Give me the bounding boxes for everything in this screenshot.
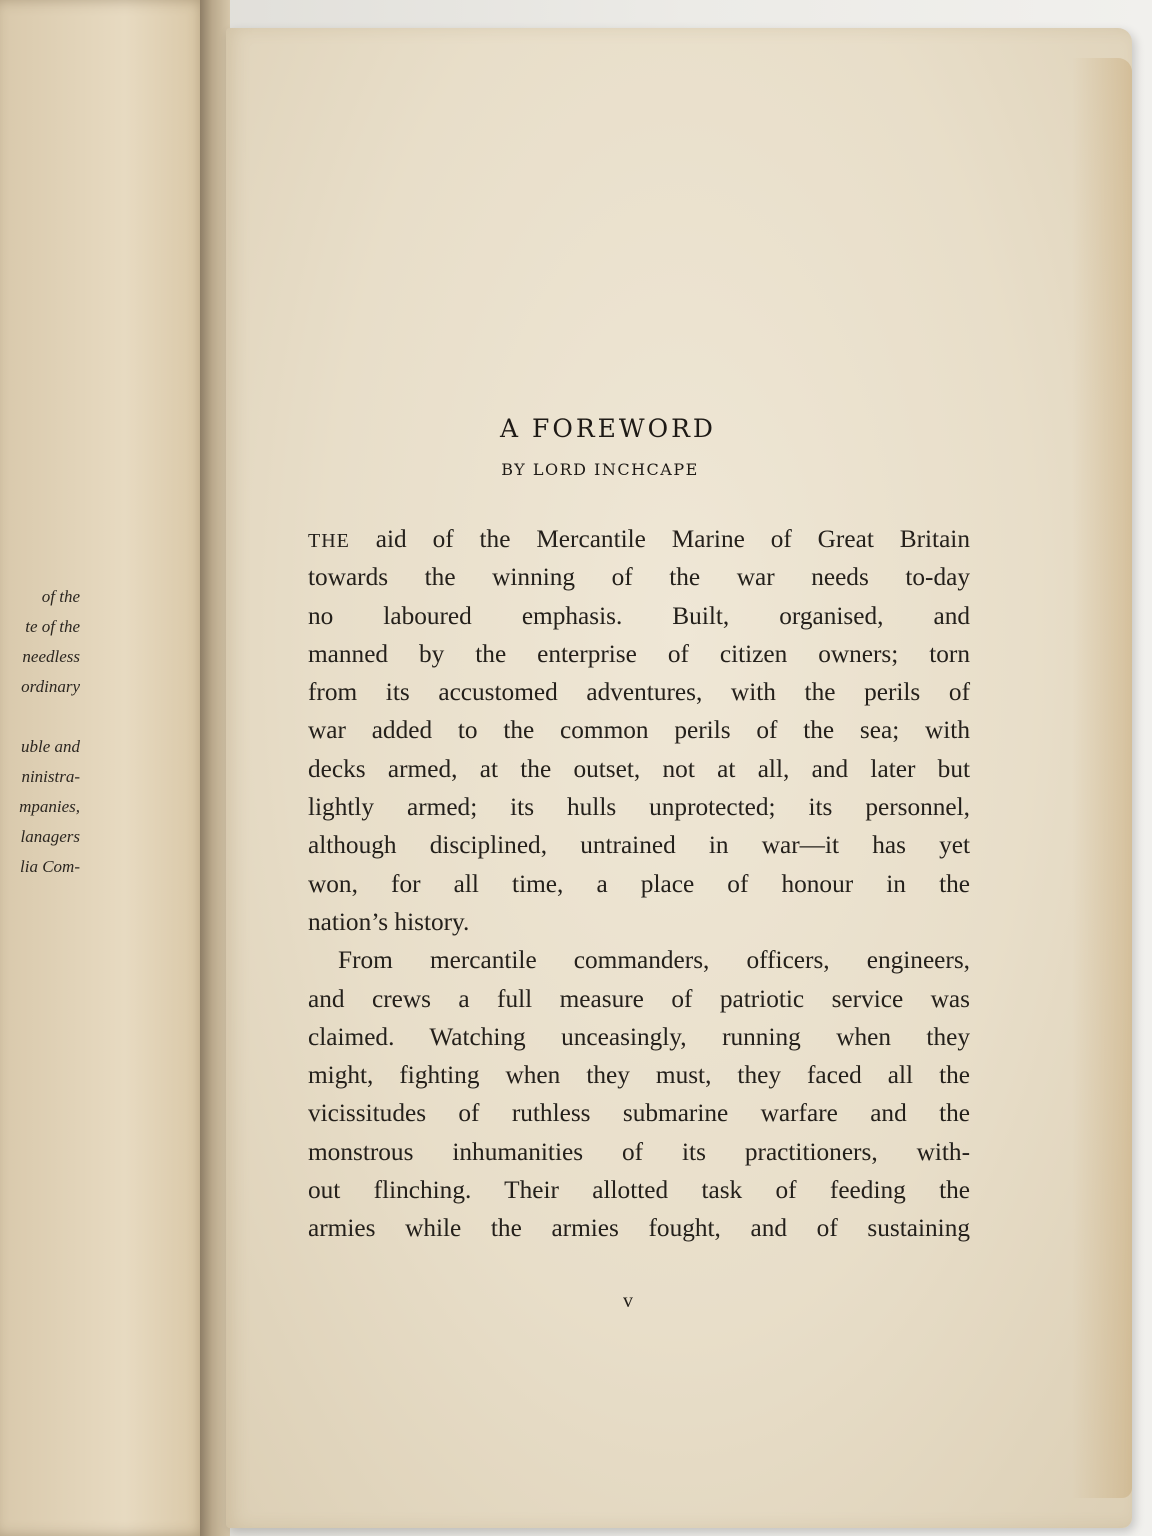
left-line: lanagers — [20, 827, 80, 846]
left-gap — [0, 702, 80, 732]
text-line: from its accustomed adventures, with the perils of — [308, 678, 970, 707]
text-line: might, fighting when they must, they faced all the — [308, 1061, 970, 1090]
text-line: nation’s history. — [308, 907, 470, 936]
text-line: won, for all time, a place of honour in the — [308, 869, 970, 898]
left-page-text — [0, 582, 80, 882]
text-line — [308, 520, 970, 558]
text-line: claimed. Watching unceasingly, running when they — [308, 1022, 970, 1051]
left-line: mpanies, — [19, 797, 80, 816]
text-line-rest: aid of the Mercantile Marine of Great Britain — [349, 525, 970, 553]
right-page — [226, 28, 1132, 1528]
text-line: towards the winning of the war needs to-day — [308, 563, 970, 592]
text-line: vicissitudes of ruthless submarine warfare and the — [308, 1099, 970, 1128]
left-line: lia Com- — [20, 857, 80, 876]
page-edge-stain — [1072, 58, 1132, 1498]
left-page — [0, 0, 208, 1536]
page-number: v — [623, 1290, 633, 1312]
text-line: armies while the armies fought, and of sustaining — [308, 1214, 970, 1243]
byline: BY LORD INCHCAPE — [501, 460, 699, 479]
text-line: decks armed, at the outset, not at all, and later but — [308, 754, 970, 783]
body-text — [308, 520, 970, 1248]
left-line: ninistra- — [21, 767, 80, 786]
text-line: no laboured emphasis. Built, organised, and — [308, 601, 970, 630]
left-line: ordinary — [21, 677, 80, 696]
text-line: monstrous inhumanities of its practitioners, with- — [308, 1137, 970, 1166]
drop-word: THE — [308, 530, 350, 552]
left-line: uble and — [20, 737, 80, 756]
text-line: manned by the enterprise of citizen owners; torn — [308, 639, 970, 668]
text-line: war added to the common perils of the sea; with — [308, 716, 970, 745]
left-line: of the — [41, 587, 80, 606]
left-line: needless — [22, 647, 80, 666]
text-line: and crews a full measure of patriotic service was — [308, 984, 970, 1013]
text-line: From mercantile commanders, officers, engineers, — [338, 946, 970, 975]
text-line: lightly armed; its hulls unprotected; its personnel, — [308, 793, 970, 822]
text-line: out flinching. Their allotted task of feeding the — [308, 1176, 970, 1205]
left-line: te of the — [25, 617, 80, 636]
text-line: although disciplined, untrained in war—it has yet — [308, 831, 970, 860]
page-title: A FOREWORD — [500, 414, 716, 443]
